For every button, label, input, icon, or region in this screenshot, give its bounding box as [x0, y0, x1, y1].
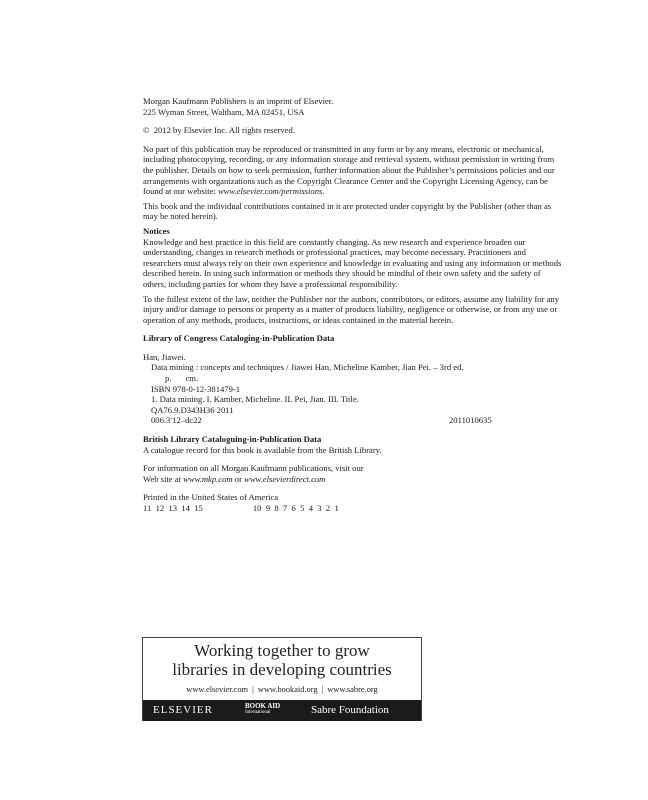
libraries-banner	[142, 637, 422, 721]
printed-country: Printed in the United States of America	[143, 492, 279, 503]
info-block	[143, 463, 563, 484]
bookaid-logo-text: BOOK AID	[245, 702, 281, 710]
copyright-line	[143, 125, 563, 136]
loc-classification-row	[143, 415, 563, 426]
banner-separator: |	[252, 685, 254, 694]
loc-subjects: 1. Data mining. I. Kamber, Micheline. II. Pei, Jian. III. Title.	[151, 394, 359, 405]
loc-heading-block	[143, 333, 563, 344]
sabre-link: www.sabre.org	[327, 685, 378, 694]
loc-record	[143, 352, 563, 426]
elsevier-link: www.elsevier.com	[186, 685, 249, 694]
printing-impressions: 10 9 8 7 6 5 4 3 2 1	[252, 503, 339, 513]
copyright-symbol: ©	[143, 125, 150, 136]
sabre-logo: Sabre Foundation	[311, 704, 389, 716]
notices-heading: Notices	[143, 225, 170, 236]
mkp-url: www.mkp.com	[183, 473, 233, 484]
notices-paragraph-2-block	[143, 294, 563, 326]
banner-logo-strip	[143, 700, 421, 721]
loc-dewey: 006.3′12–dc22	[151, 415, 202, 426]
loc-author: Han, Jiawei.	[143, 351, 186, 362]
loc-pages: p.	[165, 373, 172, 384]
bookaid-link: www.bookaid.org	[257, 685, 318, 694]
british-library-block	[143, 434, 563, 455]
british-heading: British Library Cataloguing-in-Publication Data	[143, 434, 322, 445]
banner-links	[143, 685, 421, 695]
imprint-line: Morgan Kaufmann Publishers is an imprint of Elsevier.	[143, 96, 334, 106]
loc-isbn: ISBN 978-0-12-381479-1	[151, 383, 241, 394]
address-line: 225 Wyman Street, Waltham, MA 02451, USA	[143, 106, 305, 117]
rights-paragraph-2-text: This book and the individual contributions contained in it are protected under copyright by the Publisher (other than as may be noted herein).	[143, 200, 552, 222]
rights-paragraph-2	[143, 201, 563, 222]
banner-separator: |	[321, 685, 324, 694]
publisher-block	[143, 96, 563, 117]
printing-block	[143, 492, 563, 513]
notices-paragraph-2: To the fullest extent of the law, neither the Publisher nor the authors, contributors, or editors, assume any liability for any injury and/or damage to persons or property as a matter of products liability, negligence or otherwise, or from any use or operation of any methods, products, instructions, or ideas contained in the material herein.	[143, 293, 560, 325]
banner-headline-1: Working together to grow	[194, 641, 370, 660]
notices-paragraph-1: Knowledge and best practice in this field are constantly changing. As new research and experience broaden our understanding, changes in research methods or professional practices, may become necessary. Practitioners and researchers must always rely on their own experience and knowledge in evaluating and using any information or methods described herein. In using such information or methods they should be mindful of their own safety and the safety of others, including parties for whom they have a professional responsibility.	[143, 236, 562, 289]
banner-headline-2: libraries in developing countries	[172, 660, 392, 679]
loc-size: cm.	[185, 373, 199, 384]
bookaid-logo-sub: International	[245, 710, 271, 715]
info-line-1: For information on all Morgan Kaufmann publications, visit our	[143, 463, 364, 474]
copyright-content	[143, 96, 563, 522]
loc-physical	[143, 373, 563, 384]
info-or: or	[232, 473, 245, 484]
loc-heading: Library of Congress Cataloging-in-Publication Data	[143, 333, 335, 344]
loc-record-number: 2011010635	[449, 415, 492, 426]
permissions-url: www.elsevier.com/permissions.	[217, 186, 325, 197]
loc-title: Data mining : concepts and techniques / Jiawei Han, Micheline Kamber, Jian Pei. – 3rd ed.	[151, 362, 464, 373]
copyright-block	[143, 125, 563, 136]
printing-years: 11 12 13 14 15	[143, 503, 203, 513]
notices-section	[143, 226, 563, 290]
british-text: A catalogue record for this book is available from the British Library.	[143, 444, 382, 455]
info-prefix: Web site at	[143, 473, 184, 484]
copyright-text: 2012 by Elsevier Inc. All rights reserved.	[153, 125, 295, 136]
info-line-2	[143, 474, 563, 485]
elsevier-logo: ELSEVIER	[153, 704, 213, 716]
elsevierdirect-url: www.elsevierdirect.com	[244, 473, 326, 484]
rights-paragraph-1	[143, 144, 563, 197]
rights-text: No part of this publication may be reproduced or transmitted in any form or by any means, electronic or mechanical, including photocopying, recording, or any information storage and retrieval system, without permission in writing from the publisher. Details on how to seek permission, further information about the Publisher’s permissions policies and our arrangements with organizations such as the Copyright Clearance Center and the Copyright Licensing Agency, can be found at our website:	[143, 143, 555, 197]
printing-numbers	[143, 503, 563, 514]
loc-call-number: QA76.9.D343H36 2011	[151, 404, 234, 415]
bookaid-logo	[245, 703, 280, 716]
